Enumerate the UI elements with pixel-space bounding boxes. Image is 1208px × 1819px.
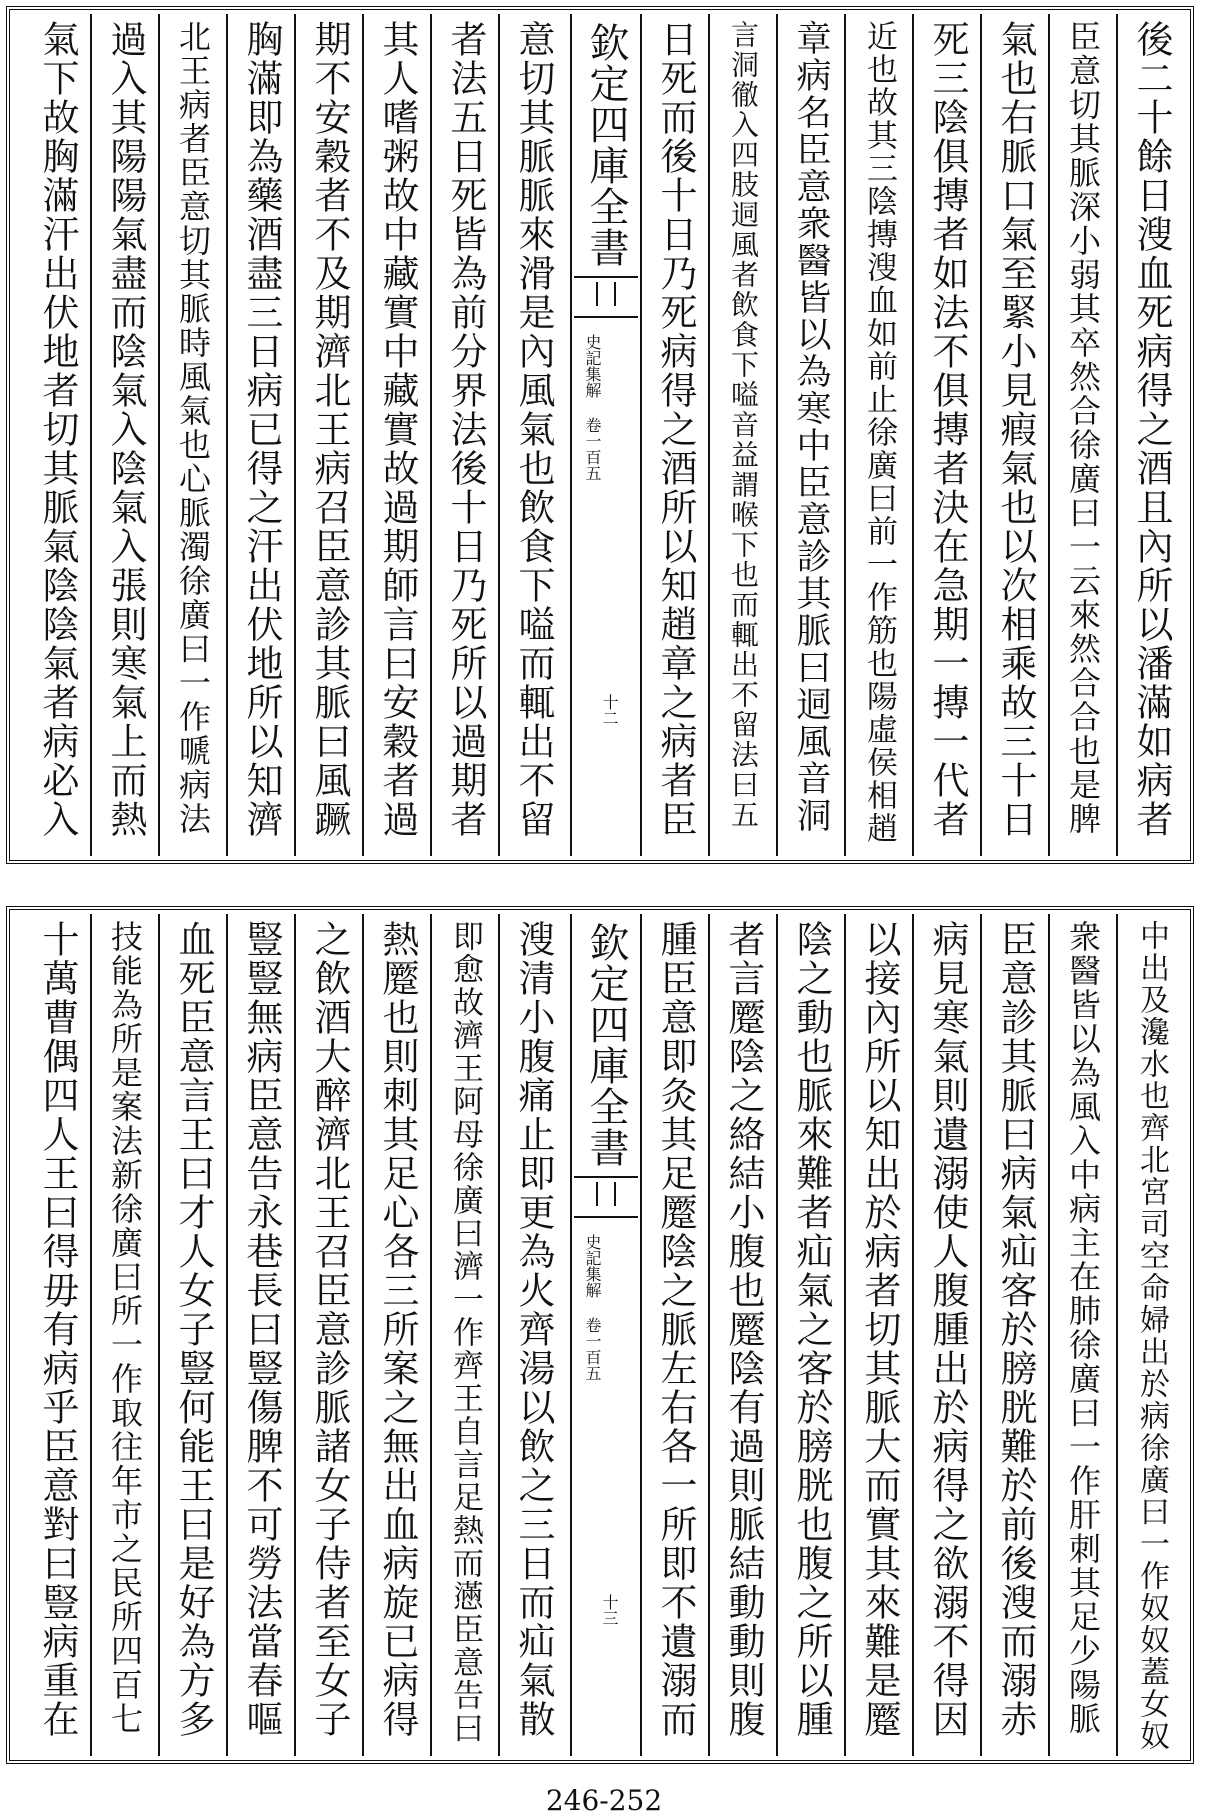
column-rule	[1048, 914, 1050, 1756]
column-rule	[570, 14, 572, 856]
column-rule	[294, 914, 296, 1756]
text-column: 氣下故胸滿汗出伏地者切其脈氣陰陰氣者病必入	[36, 20, 79, 839]
text-column: 北王病者臣意切其脈時風氣也心脈濁徐廣曰一作嗁病法	[174, 20, 212, 836]
text-column: 近也故其三陰摶溲血如前止徐廣曰前一作筋也陽虛侯相趙	[861, 20, 897, 845]
column-rule	[980, 914, 982, 1756]
text-column: 日死而後十日乃死病得之酒所以知趙章之病者臣	[654, 20, 697, 839]
column-rule	[158, 914, 160, 1756]
text-column: 熱蹷也則刺其足心各三所案之無出血病旋已病得	[376, 920, 419, 1739]
text-column: 溲清小腹痛止即更為火齊湯以飲之三日而疝氣散	[512, 920, 555, 1739]
center-fold-strip	[574, 914, 638, 1756]
fishtail-mark	[574, 276, 638, 318]
column-rule	[980, 14, 982, 856]
center-fold-strip	[574, 14, 638, 856]
text-column: 之飲酒大醉濟北王召臣意診脈諸女子侍者至女子	[308, 920, 351, 1739]
text-column: 後二十餘日溲血死病得之酒且內所以潘滿如病者	[1130, 20, 1173, 839]
column-rule	[362, 914, 364, 1756]
column-rule	[912, 914, 914, 1756]
column-rule	[498, 14, 500, 856]
running-title: 欽定四庫全書	[583, 922, 629, 1168]
page-range-footer: 246-252	[545, 1784, 663, 1817]
folio-number: 十二	[600, 694, 619, 726]
text-column: 胸滿即為藥酒盡三日病已得之汗出伏地所以知濟	[240, 20, 283, 839]
column-rule	[158, 14, 160, 856]
text-column: 豎豎無病臣意告永巷長曰豎傷脾不可勞法當春嘔	[240, 920, 283, 1739]
text-column: 血死臣意言王曰才人女子豎何能王曰是好為方多	[172, 920, 215, 1739]
column-rule	[226, 14, 228, 856]
text-column: 其人嗜粥故中藏實中藏實故過期師言曰安穀者過	[376, 20, 419, 839]
text-column: 臣意診其脈曰病氣疝客於膀胱難於前後溲而溺赤	[994, 920, 1037, 1739]
column-rule	[1116, 914, 1118, 1756]
text-column: 死三陰俱摶者如法不俱摶者決在急期一摶一代者	[926, 20, 969, 839]
fishtail-mark	[574, 1176, 638, 1218]
running-title: 欽定四庫全書	[583, 22, 629, 268]
column-rule	[570, 914, 572, 1756]
text-column: 陰之動也脈來難者疝氣之客於膀胱也腹之所以腫	[790, 920, 833, 1739]
column-rule	[362, 14, 364, 856]
text-column: 章病名臣意衆醫皆以為寒中臣意診其脈曰迵風音洞	[791, 20, 831, 834]
column-rule	[776, 914, 778, 1756]
book-reference: 史記集解 卷一百五	[583, 1234, 602, 1381]
text-column: 技能為所是案法新徐廣曰所一作取往年市之民所四百七	[106, 920, 144, 1736]
text-column: 者言蹷陰之絡結小腹也蹷陰有過則脈結動動則腹	[722, 920, 765, 1739]
column-rule	[430, 914, 432, 1756]
column-rule	[90, 914, 92, 1756]
column-rule	[912, 14, 914, 856]
text-column: 病見寒氣則遺溺使人腹腫出於病得之欲溺不得因	[926, 920, 969, 1739]
column-rule	[430, 14, 432, 856]
text-column: 意切其脈脈來滑是內風氣也飲食下嗌而輒出不留	[512, 20, 555, 839]
text-column: 腫臣意即灸其足蹷陰之脈左右各一所即不遺溺而	[654, 920, 697, 1739]
book-reference: 史記集解 卷一百五	[583, 334, 602, 481]
text-column: 十萬曹偶四人王曰得毋有病乎臣意對曰豎病重在	[36, 920, 79, 1739]
column-rule	[90, 14, 92, 856]
text-column: 以接內所以知出於病者切其脈大而實其來難是蹷	[858, 920, 901, 1739]
top-page-panel	[6, 6, 1194, 864]
bottom-page-panel	[6, 906, 1194, 1764]
folio-number: 十三	[600, 1594, 619, 1626]
column-rule	[640, 914, 642, 1756]
column-rule	[708, 14, 710, 856]
text-column: 過入其陽陽氣盡而陰氣入陰氣入張則寒氣上而熱	[104, 20, 147, 839]
text-column: 即愈故濟王阿母徐廣曰濟一作齊王自言足熱而懣臣意告曰	[447, 920, 483, 1745]
text-column: 中出及瀺水也齊北宮司空命婦出於病徐廣曰一作奴奴蓋女奴	[1134, 920, 1169, 1752]
column-rule	[1048, 14, 1050, 856]
column-rule	[776, 14, 778, 856]
column-rule	[226, 914, 228, 1756]
text-column: 衆醫皆以為風入中病主在肺徐廣曰一作肝刺其足少陽脈	[1064, 920, 1102, 1736]
column-rule	[708, 914, 710, 1756]
text-column: 者法五日死皆為前分界法後十日乃死所以過期者	[444, 20, 487, 839]
text-column: 言洞徹入四肢迵風者飲食下嗌音益謂喉下也而輒出不留法曰五	[727, 20, 760, 830]
column-rule	[640, 14, 642, 856]
column-rule	[844, 914, 846, 1756]
column-rule	[498, 914, 500, 1756]
column-rule	[294, 14, 296, 856]
text-column: 臣意切其脈深小弱其卒然合徐廣曰一云來然合合也是脾	[1064, 20, 1102, 836]
text-column: 期不安穀者不及期濟北王病召臣意診其脈曰風蹶	[308, 20, 351, 839]
column-rule	[844, 14, 846, 856]
column-rule	[1116, 14, 1118, 856]
text-column: 氣也右脈口氣至緊小見瘕氣也以次相乘故三十日	[994, 20, 1037, 839]
